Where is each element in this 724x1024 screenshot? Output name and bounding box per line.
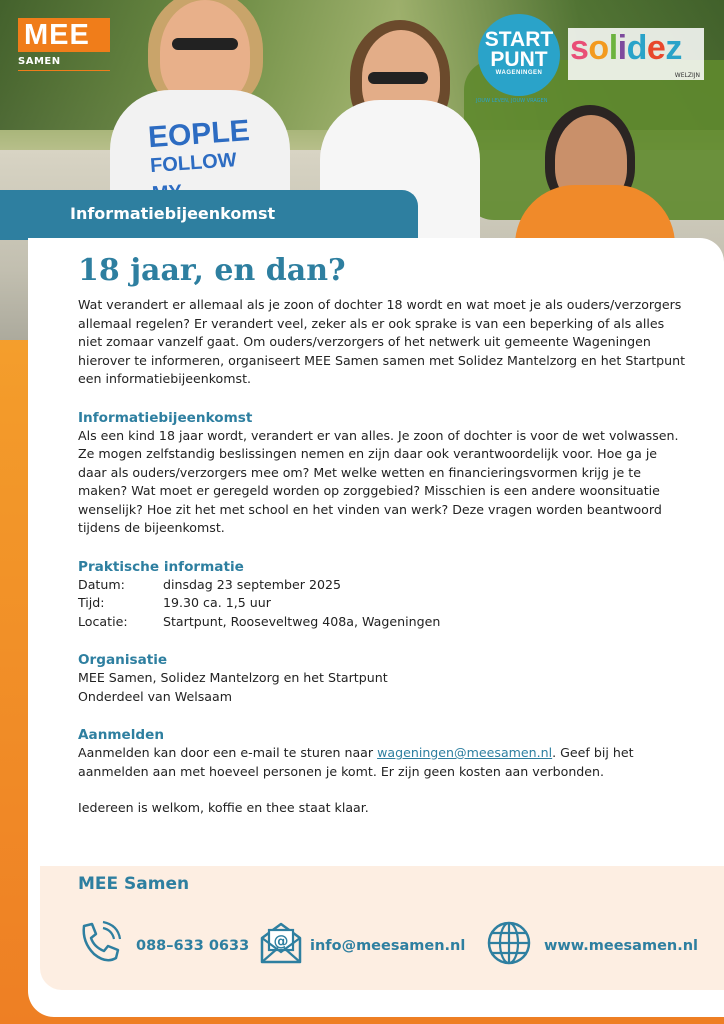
content-body <box>78 252 688 818</box>
footer-email[interactable]: info@meesamen.nl <box>310 938 466 954</box>
svg-text:@: @ <box>273 932 289 950</box>
startpunt-logo: START PUNT WAGENINGEN <box>478 14 560 96</box>
solidez-logo: solidez WELZIJN <box>568 28 704 80</box>
intro-paragraph: Wat verandert er allemaal als je zoon of dochter 18 wordt en wat moet je als ouders/verzorgers allemaal regelen? Er verandert veel, zeker als er ook sprake is van een beperking of als alles niet zomaar vanzelf gaat. Om ouders/verzorgers of het netwerk uit gemeente Wageningen hierover te informeren, organiseert MEE Samen samen met Solidez Mantelzorg en het Startpunt een informatiebijeenkomst. <box>78 297 686 386</box>
shirt-print: EOPLE FOLLOW <box>147 114 251 178</box>
mail-icon <box>258 920 304 966</box>
welcome-text: Iedereen is welkom, koffie en thee staat klaar. <box>78 800 369 815</box>
solidez-wordmark: solidez <box>570 29 682 67</box>
globe-icon <box>486 920 532 966</box>
banner-tab <box>0 190 418 240</box>
banner-label: Informatiebijeenkomst <box>70 204 276 223</box>
practical-row-date: Datum: dinsdag 23 september 2025 <box>78 576 342 592</box>
mee-samen-logo: MEE SAMEN <box>18 18 110 71</box>
footer-phone[interactable]: 088–633 0633 <box>136 938 250 954</box>
practical-row-time: Tijd: 19.30 ca. 1,5 uur <box>78 595 271 610</box>
signup-paragraph: Aanmelden kan door een e-mail te sturen naar wageningen@meesamen.nl. Geef bij het aanmelden aan met hoeveel personen je komt. Er zijn geen kosten aan verbonden. <box>78 745 634 779</box>
signup-email-link[interactable]: wageningen@meesamen.nl <box>377 745 553 760</box>
organisation-subline: Onderdeel van Welsaam <box>78 688 232 704</box>
bottom-orange-strip <box>0 1017 724 1024</box>
section-heading-info: Informatiebijeenkomst <box>78 409 253 426</box>
page-title: 18 jaar, en dan? <box>78 253 346 288</box>
footer-title: MEE Samen <box>78 874 190 894</box>
info-paragraph: Als een kind 18 jaar wordt, verandert er van alles. Je zoon of dochter is voor de wet volwassen. Ze mogen zelfstandig beslissingen nemen en zijn daar ook verantwoordelijk voor. Hoe ga je daar als ouders/verzorgers mee om? Met welke wetten en financieringsvormen krijg je te maken? Wat moet er geregeld worden op zorggebied? Misschien is een andere woonsituatie wenselijk? Hoe zit het met school en het vinden van werk? Deze vragen worden beantwoord tijdens de bijeenkomst. <box>78 427 679 535</box>
practical-list <box>78 576 688 632</box>
startpunt-tagline: JOUW LEVEN, JOUW VRAGEN <box>476 98 548 104</box>
section-heading-practical: Praktische informatie <box>78 558 244 575</box>
section-heading-signup: Aanmelden <box>78 727 165 743</box>
practical-row-location: Locatie: Startpunt, Rooseveltweg 408a, Wageningen <box>78 613 441 629</box>
contact-footer <box>40 866 724 990</box>
organisation-line: MEE Samen, Solidez Mantelzorg en het Startpunt <box>78 670 388 685</box>
footer-website[interactable]: www.meesamen.nl <box>544 938 699 954</box>
section-heading-organisation: Organisatie <box>78 652 168 668</box>
phone-icon <box>76 920 122 966</box>
